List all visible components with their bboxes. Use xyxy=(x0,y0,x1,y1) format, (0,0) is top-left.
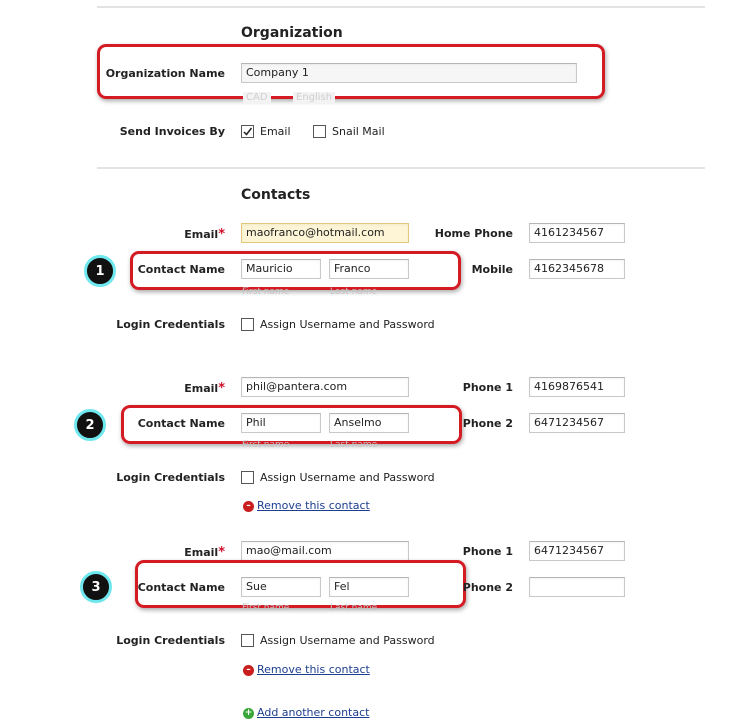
contact-2-login-label: Login Credentials xyxy=(116,471,225,484)
contact-3-first-name-input[interactable]: Sue xyxy=(241,577,321,597)
contact-1-phone2-label: Mobile xyxy=(471,263,513,276)
add-another-contact-link[interactable]: Add another contact xyxy=(257,706,370,719)
contact-3-phone2-label: Phone 2 xyxy=(462,581,513,594)
contact-3-name-label: Contact Name xyxy=(137,581,225,594)
contact-1-phone2-input[interactable]: 4162345678 xyxy=(529,259,625,279)
required-indicator: * xyxy=(218,227,225,242)
organization-name-label: Organization Name xyxy=(105,67,225,80)
contact-2-email-label: Email* xyxy=(184,381,225,396)
snail-mail-checkbox[interactable] xyxy=(313,125,326,138)
first-name-hint: First name xyxy=(242,440,290,450)
contact-2-name-label: Contact Name xyxy=(137,417,225,430)
contact-2-login-checkbox[interactable] xyxy=(241,471,254,484)
contact-1-phone1-label: Home Phone xyxy=(434,227,513,240)
contact-3-login-checkbox[interactable] xyxy=(241,634,254,647)
contact-2-phone2-input[interactable]: 6471234567 xyxy=(529,413,625,433)
contact-2-last-name-input[interactable]: Anselmo xyxy=(329,413,409,433)
organization-title: Organization xyxy=(241,25,343,41)
contact-1-name-label: Contact Name xyxy=(137,263,225,276)
contact-1-last-name-input[interactable]: Franco xyxy=(329,259,409,279)
contact-3-last-name-input[interactable]: Fel xyxy=(329,577,409,597)
contact-3-login-option-label: Assign Username and Password xyxy=(260,634,435,647)
contact-2-phone1-input[interactable]: 4169876541 xyxy=(529,377,625,397)
remove-icon[interactable]: – xyxy=(243,665,254,676)
step-badge-2: 2 xyxy=(74,409,106,441)
contact-1-email-input[interactable]: maofranco@hotmail.com xyxy=(241,223,409,243)
contact-2-email-input[interactable]: phil@pantera.com xyxy=(241,377,409,397)
contact-1-first-name-input[interactable]: Mauricio xyxy=(241,259,321,279)
send-invoices-label: Send Invoices By xyxy=(119,125,225,138)
first-name-hint: First name xyxy=(242,603,290,613)
contact-3-remove-link[interactable]: Remove this contact xyxy=(257,663,370,676)
contact-2-remove-link[interactable]: Remove this contact xyxy=(257,499,370,512)
language-chip[interactable]: English xyxy=(293,92,335,103)
last-name-hint: Last name xyxy=(330,603,378,613)
step-badge-3: 3 xyxy=(80,571,112,603)
contact-1-login-option-label: Assign Username and Password xyxy=(260,318,435,331)
organization-name-input[interactable]: Company 1 xyxy=(241,63,577,83)
required-indicator: * xyxy=(218,545,225,560)
contact-2-phone1-label: Phone 1 xyxy=(462,381,513,394)
top-divider xyxy=(97,6,705,8)
contact-2-first-name-input[interactable]: Phil xyxy=(241,413,321,433)
contacts-title: Contacts xyxy=(241,187,311,203)
contact-1-email-label: Email* xyxy=(184,227,225,242)
email-invoice-option-label: Email xyxy=(260,125,291,138)
first-name-hint: First name xyxy=(242,287,290,297)
required-indicator: * xyxy=(218,381,225,396)
email-invoice-checkbox[interactable] xyxy=(241,125,254,138)
checkmark-icon xyxy=(242,126,253,137)
currency-chip[interactable]: CAD xyxy=(243,92,271,103)
remove-icon[interactable]: – xyxy=(243,501,254,512)
contact-2-phone2-label: Phone 2 xyxy=(462,417,513,430)
contact-3-phone1-label: Phone 1 xyxy=(462,545,513,558)
snail-mail-option-label: Snail Mail xyxy=(332,125,385,138)
contact-3-email-label: Email* xyxy=(184,545,225,560)
contact-3-email-input[interactable]: mao@mail.com xyxy=(241,541,409,561)
contact-1-login-label: Login Credentials xyxy=(116,318,225,331)
last-name-hint: Last name xyxy=(330,440,378,450)
contact-1-phone1-input[interactable]: 4161234567 xyxy=(529,223,625,243)
contact-3-phone1-input[interactable]: 6471234567 xyxy=(529,541,625,561)
last-name-hint: Last name xyxy=(330,287,378,297)
contact-1-login-checkbox[interactable] xyxy=(241,318,254,331)
section-divider xyxy=(97,167,705,169)
step-badge-1: 1 xyxy=(84,255,116,287)
add-icon[interactable]: + xyxy=(244,708,253,718)
contact-3-login-label: Login Credentials xyxy=(116,634,225,647)
contact-2-login-option-label: Assign Username and Password xyxy=(260,471,435,484)
contact-3-phone2-input[interactable] xyxy=(529,577,625,597)
